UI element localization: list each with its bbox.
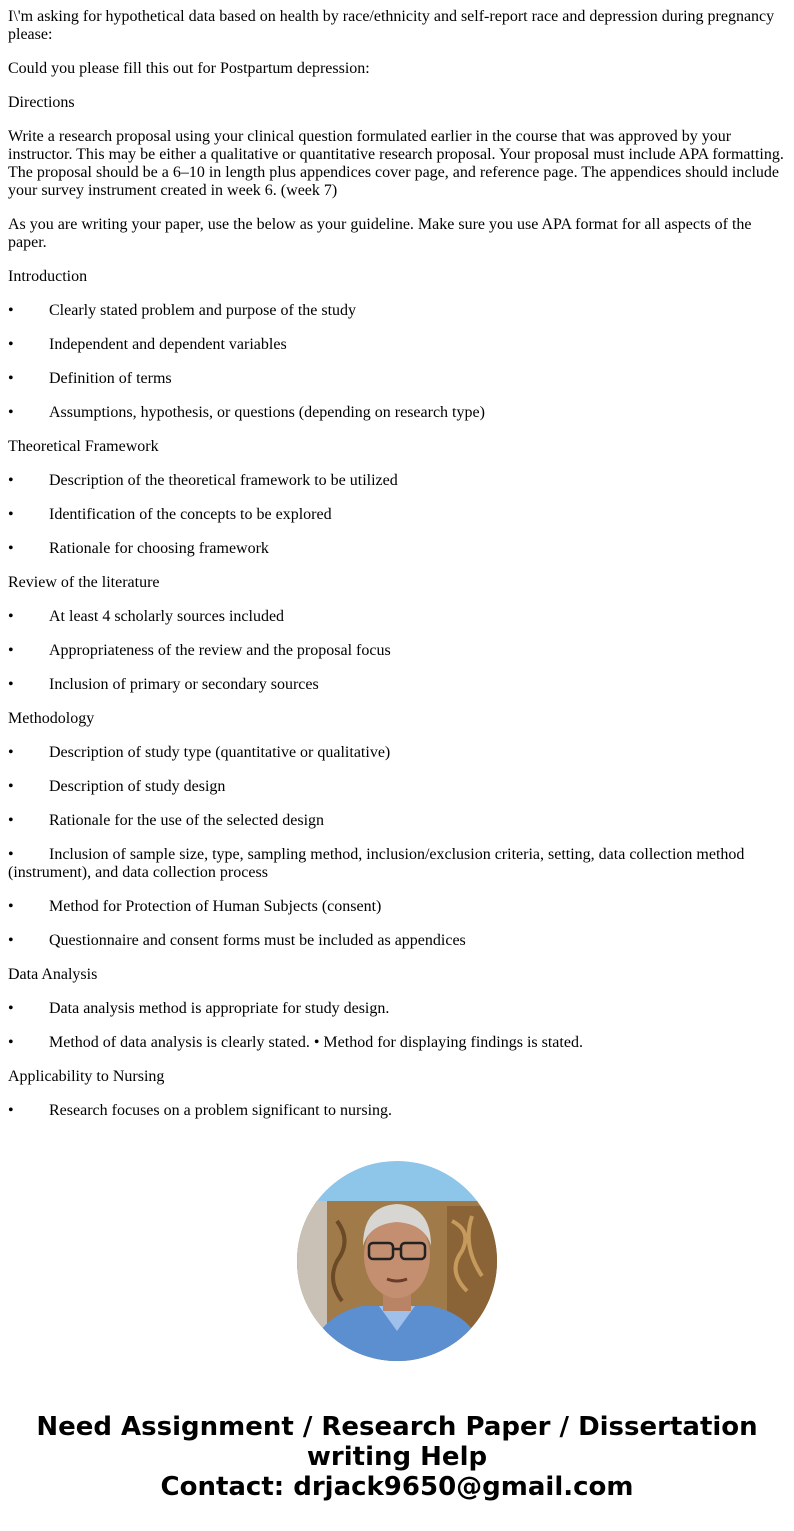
document-body: [0, 8, 794, 1120]
bullet-item: [8, 302, 786, 320]
bullet-icon: •: [8, 744, 14, 761]
bullet-item: [8, 608, 786, 626]
bullet-text: Assumptions, hypothesis, or questions (depending on research type): [49, 404, 485, 421]
bullet-icon: •: [8, 404, 14, 421]
paragraph: Directions: [8, 94, 75, 111]
bullet-text: Inclusion of primary or secondary sources: [49, 676, 319, 693]
bullet-text: Appropriateness of the review and the proposal focus: [49, 642, 391, 659]
paragraph: Write a research proposal using your clinical question formulated earlier in the course that was approved by your instructor. This may be either a qualitative or quantitative research proposal. Your proposal must include APA formatting. The proposal should be a 6–10 in length plus appendices cover page, and reference page. The appendices should include your survey instrument created in week 6. (week 7): [8, 128, 784, 199]
paragraph: As you are writing your paper, use the below as your guideline. Make sure you use APA format for all aspects of the paper.: [8, 216, 752, 251]
bullet-text: Method for Protection of Human Subjects (consent): [49, 898, 382, 915]
section-heading: Review of the literature: [8, 574, 160, 591]
bullet-text: Data analysis method is appropriate for study design.: [49, 1000, 390, 1017]
bullet-text: Identification of the concepts to be explored: [49, 506, 332, 523]
bullet-text: Method of data analysis is clearly stated. • Method for displaying findings is stated.: [49, 1034, 583, 1051]
bullet-text: Research focuses on a problem significant to nursing.: [49, 1102, 393, 1119]
bullet-icon: •: [8, 472, 14, 489]
bullet-item: [8, 932, 786, 950]
bullet-item: [8, 540, 786, 558]
bullet-item: [8, 1000, 786, 1018]
bullet-icon: •: [8, 778, 14, 795]
bullet-item: [8, 506, 786, 524]
bullet-item: [8, 778, 786, 796]
bullet-item: [8, 370, 786, 388]
bullet-item: [8, 898, 786, 916]
bullet-icon: •: [8, 336, 14, 353]
bullet-item: [8, 404, 786, 422]
bullet-text: Description of study design: [49, 778, 226, 795]
promo-banner: [0, 1412, 794, 1502]
paragraph: I\'m asking for hypothetical data based on health by race/ethnicity and self-report race and depression during pregnancy please:: [8, 8, 775, 43]
bullet-icon: •: [8, 506, 14, 523]
bullet-text: Independent and dependent variables: [49, 336, 287, 353]
bullet-icon: •: [8, 642, 14, 659]
promo-contact: Contact: drjack9650@gmail.com: [160, 1472, 634, 1502]
promo-line-1: Need Assignment / Research Paper / Dissertation: [36, 1412, 758, 1442]
bullet-item: [8, 1034, 786, 1052]
bullet-item: [8, 846, 786, 882]
bullet-item: [8, 1102, 786, 1120]
section-heading: Data Analysis: [8, 966, 98, 983]
bullet-text: Rationale for choosing framework: [49, 540, 269, 557]
bullet-icon: •: [8, 540, 14, 557]
bullet-icon: •: [8, 812, 14, 829]
bullet-icon: •: [8, 1034, 14, 1051]
bullet-icon: •: [8, 1102, 14, 1119]
bullet-item: [8, 336, 786, 354]
bullet-icon: •: [8, 676, 14, 693]
bullet-icon: •: [8, 932, 14, 949]
bullet-text: Questionnaire and consent forms must be included as appendices: [49, 932, 466, 949]
bullet-item: [8, 472, 786, 490]
paragraph: Could you please fill this out for Postpartum depression:: [8, 60, 370, 77]
bullet-text: Inclusion of sample size, type, sampling method, inclusion/exclusion criteria, setting, data collection method (instrument), and data collection process: [8, 846, 745, 881]
section-heading: Theoretical Framework: [8, 438, 159, 455]
section-heading: Applicability to Nursing: [8, 1068, 165, 1085]
bullet-text: At least 4 scholarly sources included: [49, 608, 285, 625]
bullet-icon: •: [8, 846, 14, 863]
bullet-icon: •: [8, 1000, 14, 1017]
bullet-icon: •: [8, 370, 14, 387]
bullet-item: [8, 744, 786, 762]
section-heading: Introduction: [8, 268, 88, 285]
bullet-icon: •: [8, 608, 14, 625]
bullet-text: Clearly stated problem and purpose of the study: [49, 302, 357, 319]
bullet-text: Description of study type (quantitative or qualitative): [49, 744, 391, 761]
section-heading: Methodology: [8, 710, 95, 727]
author-photo: [297, 1161, 497, 1361]
bullet-icon: •: [8, 302, 14, 319]
bullet-text: Description of the theoretical framework to be utilized: [49, 472, 398, 489]
bullet-item: [8, 812, 786, 830]
bullet-item: [8, 642, 786, 660]
promo-line-2: writing Help: [306, 1442, 488, 1472]
bullet-text: Rationale for the use of the selected design: [49, 812, 325, 829]
bullet-text: Definition of terms: [49, 370, 172, 387]
bullet-item: [8, 676, 786, 694]
bullet-icon: •: [8, 898, 14, 915]
